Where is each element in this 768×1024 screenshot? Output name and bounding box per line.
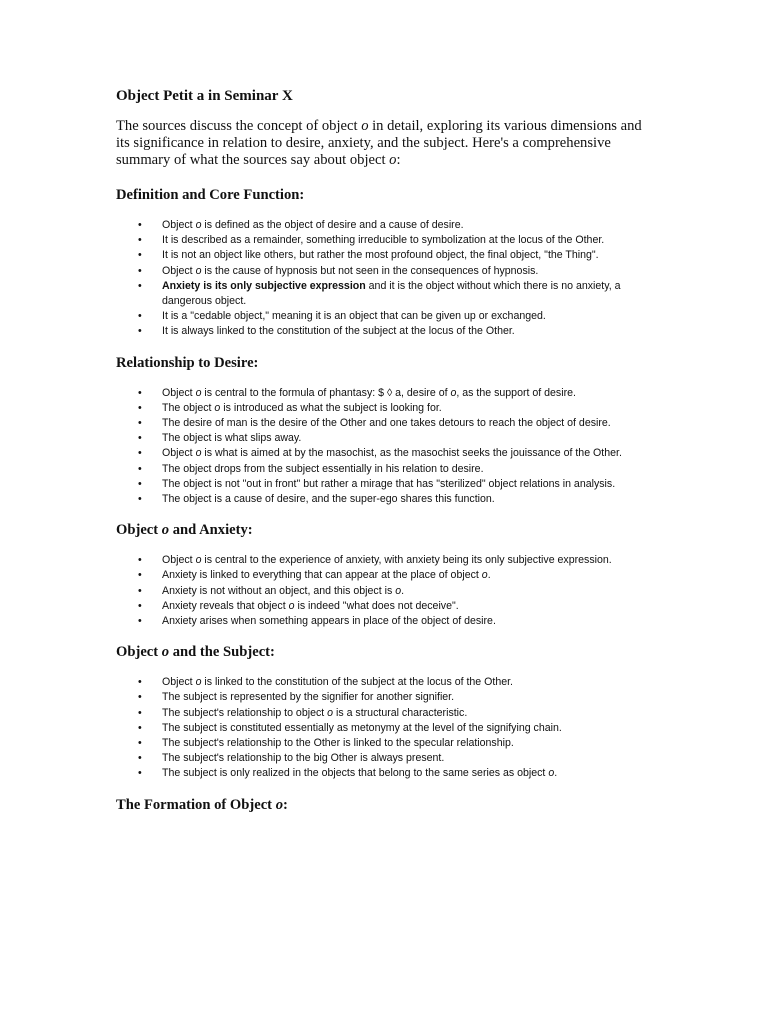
item-run-text: Object	[162, 554, 196, 567]
item-run-text: Object	[162, 447, 196, 460]
list-item	[116, 736, 656, 751]
item-run-text: The object is what slips away.	[162, 432, 302, 445]
item-run-bold: Anxiety is its only subjective expression	[162, 279, 366, 292]
item-run-text: It is a "cedable object," meaning it is an object that can be given up or exchanged.	[162, 310, 546, 323]
section-heading	[116, 795, 656, 815]
item-run-text: It is not an object like others, but rather the most profound object, the final object, "the Thing".	[162, 249, 599, 262]
heading-run-text: Object	[116, 644, 162, 661]
heading-run-text: The Formation of Object	[116, 796, 276, 813]
heading-run-text: Definition and Core Function:	[116, 187, 305, 203]
item-run-text: is introduced as what the subject is looking for.	[220, 401, 442, 414]
item-run-text: is linked to the constitution of the subject at the locus of the Other.	[201, 676, 513, 689]
item-run-text: The object is not "out in front" but rather a mirage that has "sterilized" object relations in analysis.	[162, 477, 616, 490]
intro-paragraph	[116, 118, 656, 169]
item-run-text: Anxiety arises when something appears in place of the object of desire.	[162, 615, 496, 628]
item-run-italic: o	[195, 447, 202, 460]
item-run-italic: o	[327, 706, 334, 719]
document-title: Object Petit a in Seminar X	[116, 88, 293, 104]
item-run-text: The object	[162, 401, 215, 414]
item-run-text: is indeed "what does not deceive".	[294, 599, 459, 612]
list-item	[116, 218, 656, 233]
bullet-list	[116, 675, 656, 781]
list-item	[116, 279, 656, 309]
item-run-text: is what is aimed at by the masochist, as the masochist seeks the jouissance of the Other.	[201, 447, 622, 460]
item-run-text: .	[554, 767, 558, 780]
list-item	[116, 751, 656, 766]
item-run-italic: o	[195, 676, 202, 689]
bullet-list	[116, 386, 656, 508]
heading-run-text: Relationship to Desire:	[116, 354, 259, 371]
item-run-text: Object	[162, 264, 196, 277]
item-run-text: Object	[162, 676, 196, 689]
sections-container	[116, 185, 656, 815]
list-item	[116, 766, 656, 781]
list-item	[116, 309, 656, 324]
intro-run-italic: o	[361, 118, 369, 134]
list-item	[116, 690, 656, 705]
item-run-text: Anxiety reveals that object	[162, 599, 289, 612]
item-run-text: Object	[162, 219, 196, 231]
bullet-list	[116, 218, 656, 340]
item-run-text: The object is a cause of desire, and the super-ego shares this function.	[162, 493, 495, 506]
item-run-text: .	[487, 569, 491, 582]
list-item	[116, 462, 656, 477]
item-run-italic: o	[195, 554, 202, 567]
list-item	[116, 386, 656, 401]
heading-run-italic: o	[161, 522, 170, 539]
item-run-italic: o	[450, 386, 457, 399]
item-run-text: The subject's relationship to the Other is linked to the specular relationship.	[162, 737, 514, 750]
list-item	[116, 675, 656, 690]
heading-run-italic: o	[161, 644, 170, 661]
list-item	[116, 264, 656, 279]
item-run-italic: o	[395, 584, 402, 597]
item-run-text: is a structural characteristic.	[333, 706, 468, 719]
section-heading	[116, 185, 656, 205]
item-run-text: It is always linked to the constitution of the subject at the locus of the Other.	[162, 325, 515, 338]
intro-run-italic: o	[389, 152, 397, 168]
list-item	[116, 599, 656, 614]
item-run-text: Object	[162, 386, 196, 399]
item-run-italic: o	[195, 386, 202, 399]
item-run-text: The subject's relationship to object	[162, 706, 328, 719]
list-item	[116, 416, 656, 431]
item-run-text: The subject is constituted essentially as metonymy at the level of the signifying chain.	[162, 721, 562, 734]
document-page	[116, 86, 656, 828]
list-item	[116, 721, 656, 736]
intro-run-text: :	[396, 152, 401, 168]
section-heading	[116, 642, 656, 662]
list-item	[116, 568, 656, 583]
item-run-text: It is described as a remainder, something irreducible to symbolization at the locus of the Other.	[162, 234, 605, 247]
list-item	[116, 324, 656, 339]
heading-run-text: and Anxiety:	[169, 522, 253, 539]
item-run-text: and it is the object without which there is no anxiety, a dangerous object.	[162, 279, 621, 308]
list-item	[116, 492, 656, 507]
item-run-italic: o	[548, 767, 555, 780]
item-run-italic: o	[195, 219, 202, 231]
list-item	[116, 401, 656, 416]
item-run-text: , as the support of desire.	[456, 386, 576, 399]
item-run-italic: o	[214, 401, 221, 414]
item-run-italic: o	[481, 569, 488, 582]
item-run-text: is central to the experience of anxiety, with anxiety being its only subjective expression.	[201, 554, 612, 567]
list-item	[116, 584, 656, 599]
item-run-text: The desire of man is the desire of the Other and one takes detours to reach the object of desire.	[162, 417, 611, 430]
intro-run-text: The sources discuss the concept of object	[116, 118, 362, 134]
item-run-italic: o	[195, 264, 202, 277]
item-run-text: The subject's relationship to the big Other is always present.	[162, 752, 445, 765]
item-run-text: Anxiety is not without an object, and this object is	[162, 584, 396, 597]
list-item	[116, 477, 656, 492]
item-run-text: is defined as the object of desire and a cause of desire.	[201, 219, 464, 231]
list-item	[116, 706, 656, 721]
item-run-text: The subject is represented by the signifier for another signifier.	[162, 691, 455, 704]
item-run-text: The object drops from the subject essentially in his relation to desire.	[162, 462, 484, 475]
item-run-text: .	[401, 584, 405, 597]
section-heading	[116, 353, 656, 373]
item-run-text: is central to the formula of phantasy: $ ◊ a, desire of	[201, 386, 451, 399]
heading-run-text: :	[283, 796, 288, 813]
bullet-list	[116, 553, 656, 629]
item-run-text: is the cause of hypnosis but not seen in the consequences of hypnosis.	[201, 264, 539, 277]
intro-run-text: in detail, exploring its various dimensions and its significance in relation to desire, anxiety, and the subject. Here's a comprehensive summary of what the sources say about object	[116, 118, 642, 168]
list-item	[116, 614, 656, 629]
list-item	[116, 233, 656, 248]
list-item	[116, 431, 656, 446]
list-item	[116, 248, 656, 263]
heading-run-text: Object	[116, 522, 162, 539]
item-run-text: The subject is only realized in the objects that belong to the same series as object	[162, 767, 549, 780]
list-item	[116, 553, 656, 568]
item-run-italic: o	[288, 599, 295, 612]
section-heading	[116, 520, 656, 540]
heading-run-text: and the Subject:	[169, 644, 275, 661]
item-run-text: Anxiety is linked to everything that can appear at the place of object	[162, 569, 482, 582]
heading-run-italic: o	[275, 796, 283, 813]
list-item	[116, 446, 656, 461]
